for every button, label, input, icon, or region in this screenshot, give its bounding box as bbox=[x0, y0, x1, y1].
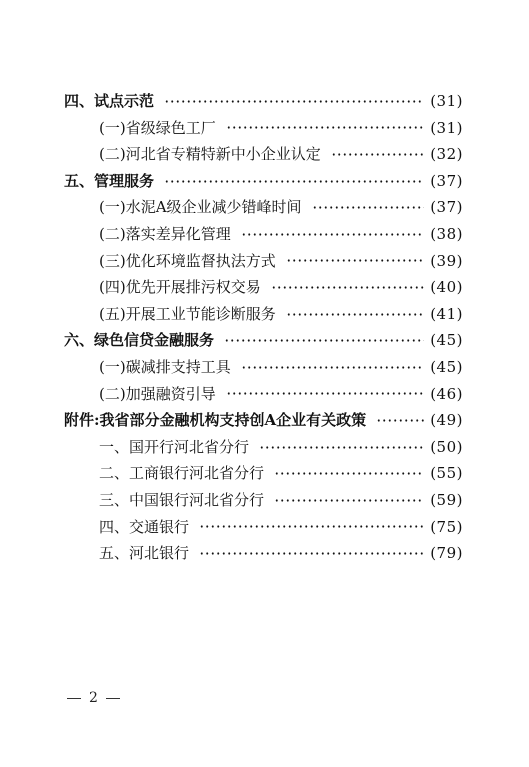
toc-entry-title: 三、中国银行河北省分行 bbox=[99, 490, 265, 509]
toc-entry-title: (二)落实差异化管理 bbox=[99, 224, 231, 243]
toc-entry[interactable] bbox=[64, 194, 463, 221]
toc-entry[interactable] bbox=[64, 354, 463, 381]
dot-leader bbox=[286, 313, 424, 316]
toc-entry-title: (一)省级绿色工厂 bbox=[99, 118, 216, 137]
dot-leader bbox=[224, 339, 424, 342]
toc-entry-title: (二)加强融资引导 bbox=[99, 384, 216, 403]
toc-entry-title: 五、河北银行 bbox=[99, 544, 190, 563]
toc-entry-page: (45) bbox=[430, 357, 463, 376]
page-number: 2 bbox=[89, 690, 98, 706]
dot-leader bbox=[274, 472, 424, 475]
dot-leader bbox=[164, 180, 424, 183]
toc-entry-page: (55) bbox=[430, 464, 463, 483]
toc-entry-title: 六、绿色信贷金融服务 bbox=[64, 331, 215, 350]
toc-entry-page: (50) bbox=[430, 437, 463, 456]
dot-leader bbox=[271, 286, 424, 289]
toc-entry-page: (59) bbox=[430, 490, 463, 509]
dot-leader bbox=[274, 499, 424, 502]
toc-entry-page: (40) bbox=[430, 278, 463, 297]
dot-leader bbox=[331, 153, 424, 156]
toc-entry-title: (五)开展工业节能诊断服务 bbox=[99, 304, 276, 323]
dot-leader bbox=[376, 419, 424, 422]
toc-entry-title: (四)优先开展排污权交易 bbox=[99, 278, 261, 297]
toc-entry[interactable] bbox=[64, 301, 463, 328]
toc-entry-title: 二、工商银行河北省分行 bbox=[99, 464, 265, 483]
dot-leader bbox=[286, 259, 424, 262]
toc-entry-page: (46) bbox=[430, 384, 463, 403]
toc-entry[interactable] bbox=[64, 115, 463, 142]
toc-entry[interactable] bbox=[64, 487, 463, 514]
toc-entry[interactable] bbox=[64, 434, 463, 461]
toc-entry-title: 五、管理服务 bbox=[64, 171, 155, 190]
toc-entry-title: 四、交通银行 bbox=[99, 517, 190, 536]
toc-entry-title: 四、试点示范 bbox=[64, 92, 155, 110]
toc-entry[interactable] bbox=[64, 274, 463, 301]
dot-leader bbox=[199, 552, 424, 555]
toc-entry-page: (37) bbox=[430, 198, 463, 217]
toc-entry-page: (38) bbox=[430, 224, 463, 243]
dot-leader bbox=[241, 366, 424, 369]
toc-entry[interactable] bbox=[64, 168, 463, 195]
toc-entry[interactable] bbox=[64, 327, 463, 354]
toc-entry-appendix[interactable] bbox=[64, 407, 463, 434]
dot-leader bbox=[241, 233, 424, 236]
toc-entry-title: 附件:我省部分金融机构支持创A企业有关政策 bbox=[64, 411, 367, 430]
toc-entry-page: (75) bbox=[430, 517, 463, 536]
toc-entry[interactable] bbox=[64, 221, 463, 248]
toc-entry-page: (41) bbox=[430, 304, 463, 323]
toc-entry-page: (31) bbox=[430, 92, 463, 110]
toc-entry-title: (一)碳减排支持工具 bbox=[99, 357, 231, 376]
dot-leader bbox=[164, 100, 424, 103]
dot-leader bbox=[199, 525, 424, 528]
toc-entry[interactable] bbox=[64, 540, 463, 567]
toc-entry-title: (二)河北省专精特新中小企业认定 bbox=[99, 145, 321, 164]
toc-entry-page: (39) bbox=[430, 251, 463, 270]
toc-entry-title: (一)水泥A级企业减少错峰时间 bbox=[99, 198, 302, 217]
footer-dash-left bbox=[67, 698, 81, 699]
dot-leader bbox=[226, 126, 424, 129]
table-of-contents bbox=[64, 88, 463, 567]
toc-entry[interactable] bbox=[64, 381, 463, 408]
page-footer bbox=[67, 690, 120, 706]
toc-entry[interactable] bbox=[64, 88, 463, 115]
toc-entry[interactable] bbox=[64, 248, 463, 275]
toc-entry[interactable] bbox=[64, 460, 463, 487]
toc-entry[interactable] bbox=[64, 141, 463, 168]
toc-entry-page: (45) bbox=[430, 331, 463, 350]
dot-leader bbox=[226, 392, 424, 395]
toc-entry-page: (49) bbox=[430, 411, 463, 430]
footer-dash-right bbox=[106, 698, 120, 699]
dot-leader bbox=[259, 446, 424, 449]
toc-entry-title: 一、国开行河北省分行 bbox=[99, 437, 250, 456]
toc-entry-title: (三)优化环境监督执法方式 bbox=[99, 251, 276, 270]
toc-entry-page: (79) bbox=[430, 544, 463, 563]
dot-leader bbox=[312, 206, 425, 209]
toc-entry-page: (37) bbox=[430, 171, 463, 190]
toc-entry-page: (32) bbox=[430, 145, 463, 164]
toc-entry-page: (31) bbox=[430, 118, 463, 137]
toc-entry[interactable] bbox=[64, 514, 463, 541]
